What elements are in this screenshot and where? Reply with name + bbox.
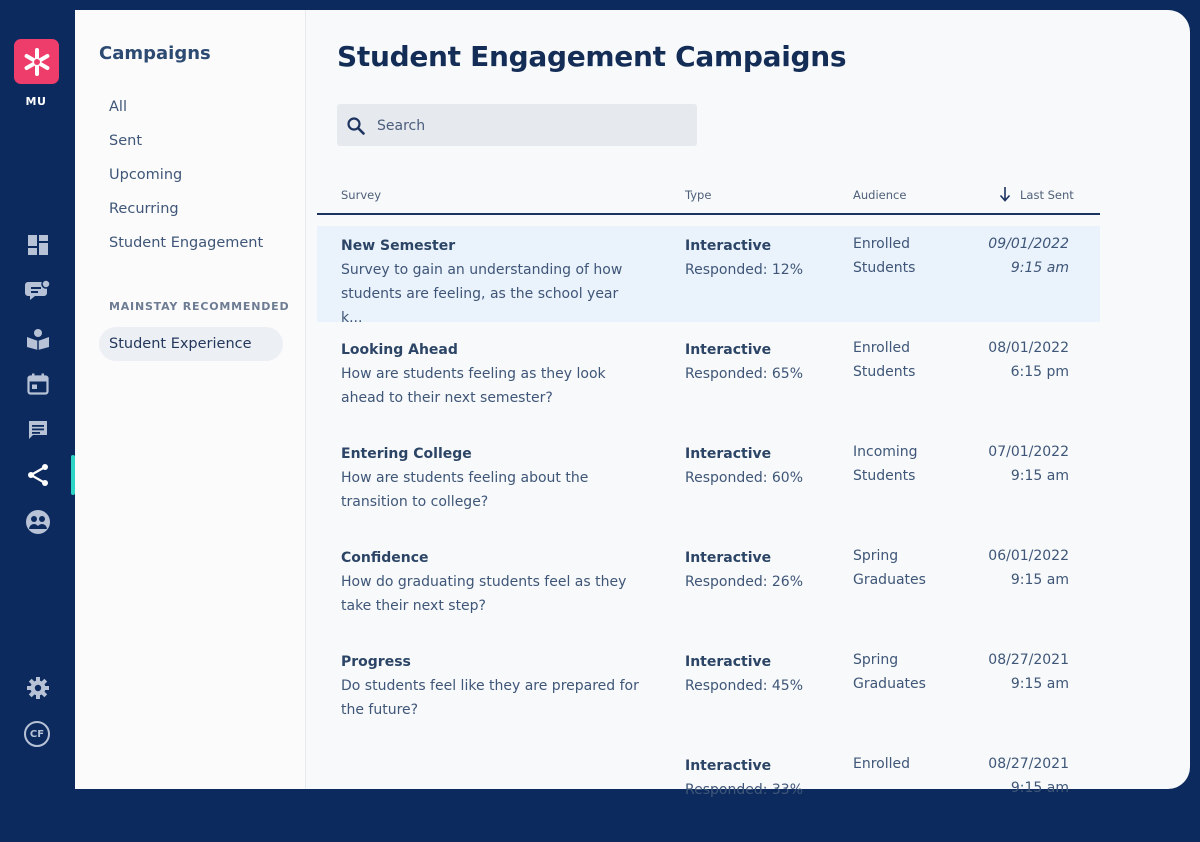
last-sent-time: 9:15 am: [1010, 260, 1069, 276]
audience-line-1: Enrolled: [853, 756, 911, 772]
audience-line-2: Students: [853, 260, 916, 276]
survey-type: Interactive: [685, 238, 772, 254]
table-row[interactable]: [317, 226, 1100, 326]
last-sent-cell: [949, 232, 1069, 280]
last-sent-time: 9:15 am: [1010, 572, 1069, 588]
column-header-audience[interactable]: Audience: [853, 188, 907, 202]
last-sent-cell: [949, 544, 1069, 592]
audience-cell: [853, 648, 953, 696]
campaigns-sidebar: [75, 10, 306, 789]
audience-cell: [853, 232, 953, 280]
table-row[interactable]: [317, 434, 1100, 530]
search-input[interactable]: [375, 104, 679, 148]
response-rate: Responded: 45%: [685, 678, 804, 694]
last-sent-time: 9:15 am: [1010, 676, 1069, 692]
last-sent-time: 9:15 am: [1010, 468, 1069, 484]
column-header-survey[interactable]: Survey: [341, 188, 382, 202]
search-box[interactable]: [337, 104, 697, 146]
last-sent-cell: [949, 752, 1069, 800]
survey-type: Interactive: [685, 654, 772, 670]
response-rate: Responded: 26%: [685, 574, 804, 590]
sidebar-title: Campaigns: [99, 43, 211, 64]
main-card: [75, 10, 1190, 798]
user-avatar[interactable]: CF: [24, 721, 50, 747]
survey-description: Do students feel like they are prepared for the future?: [341, 678, 639, 718]
survey-cell: [341, 546, 641, 618]
sidebar-item-all[interactable]: All: [109, 99, 127, 115]
audience-line-1: Incoming: [853, 444, 918, 460]
type-cell: [685, 234, 835, 282]
column-header-last-sent[interactable]: Last Sent: [1020, 188, 1074, 202]
response-rate: Responded: 33%: [685, 782, 804, 798]
table-row[interactable]: [317, 746, 1100, 842]
asterisk-icon: [22, 47, 52, 77]
survey-description: How do graduating students feel as they take their next step?: [341, 574, 627, 614]
audience-line-1: Enrolled: [853, 340, 911, 356]
sidebar-section-heading: MAINSTAY RECOMMENDED: [109, 300, 290, 313]
survey-type: Interactive: [685, 342, 772, 358]
last-sent-date: 08/27/2021: [988, 756, 1069, 772]
audience-line-1: Spring: [853, 652, 899, 668]
sidebar-item-recurring[interactable]: Recurring: [109, 201, 179, 217]
sidebar-item-upcoming[interactable]: Upcoming: [109, 167, 183, 183]
last-sent-cell: [949, 648, 1069, 696]
dashboard-icon[interactable]: [24, 231, 52, 259]
last-sent-date: 08/27/2021: [988, 652, 1069, 668]
type-cell: [685, 650, 835, 698]
last-sent-date: 07/01/2022: [988, 444, 1069, 460]
survey-cell: [341, 442, 641, 514]
knowledge-book-icon[interactable]: [24, 325, 52, 353]
audience-line-2: Students: [853, 468, 916, 484]
mainstay-logo[interactable]: [14, 39, 59, 84]
response-rate: Responded: 60%: [685, 470, 804, 486]
survey-cell: [341, 234, 641, 330]
calendar-icon[interactable]: [24, 370, 52, 398]
campaigns-content: [306, 10, 1190, 798]
survey-cell: [341, 650, 641, 722]
settings-icon[interactable]: [24, 674, 52, 702]
audience-cell: [853, 336, 953, 384]
type-cell: [685, 754, 835, 802]
audience-cell: [853, 544, 953, 592]
response-rate: Responded: 12%: [685, 262, 804, 278]
message-icon[interactable]: [24, 416, 52, 444]
type-cell: [685, 338, 835, 386]
page-title: Student Engagement Campaigns: [337, 40, 847, 73]
search-icon: [346, 116, 366, 136]
survey-type: Interactive: [685, 550, 772, 566]
survey-description: How are students feeling as they look ahead to their next semester?: [341, 366, 606, 406]
last-sent-time: 6:15 pm: [1010, 364, 1069, 380]
people-icon[interactable]: [24, 508, 52, 536]
last-sent-date: 06/01/2022: [988, 548, 1069, 564]
audience-line-1: Enrolled: [853, 236, 911, 252]
table-row[interactable]: [317, 330, 1100, 426]
sidebar-item-student-experience[interactable]: [99, 327, 283, 361]
sidebar-item-student-engagement[interactable]: Student Engagement: [109, 235, 264, 251]
table-row[interactable]: [317, 642, 1100, 738]
nav-rail: [0, 0, 75, 799]
last-sent-cell: [949, 440, 1069, 488]
survey-title: Progress: [341, 654, 411, 670]
share-campaigns-icon[interactable]: [24, 461, 52, 489]
sidebar-item-label: Student Experience: [109, 336, 252, 352]
survey-description: Survey to gain an understanding of how students are feeling, as the school year k...: [341, 262, 623, 326]
audience-cell: [853, 440, 953, 488]
type-cell: [685, 546, 835, 594]
table-row[interactable]: [317, 538, 1100, 634]
sort-arrow-down-icon[interactable]: [999, 186, 1011, 205]
audience-line-2: Graduates: [853, 572, 926, 588]
audience-line-2: Graduates: [853, 676, 926, 692]
column-header-type[interactable]: Type: [685, 188, 712, 202]
table-header-divider: [317, 213, 1100, 215]
org-initials: MU: [25, 95, 47, 108]
survey-type: Interactive: [685, 446, 772, 462]
survey-description: How are students feeling about the transition to college?: [341, 470, 589, 510]
last-sent-date: 08/01/2022: [988, 340, 1069, 356]
response-rate: Responded: 65%: [685, 366, 804, 382]
survey-cell: [341, 338, 641, 410]
audience-cell: [853, 752, 953, 776]
last-sent-cell: [949, 336, 1069, 384]
last-sent-time: 9:15 am: [1010, 780, 1069, 796]
type-cell: [685, 442, 835, 490]
survey-title: New Semester: [341, 238, 456, 254]
last-sent-date: 09/01/2022: [988, 236, 1069, 252]
survey-title: Confidence: [341, 550, 429, 566]
survey-title: Looking Ahead: [341, 342, 458, 358]
audience-line-1: Spring: [853, 548, 899, 564]
audience-line-2: Students: [853, 364, 916, 380]
chat-bot-icon[interactable]: [24, 277, 52, 305]
survey-title: Entering College: [341, 446, 472, 462]
sidebar-item-sent[interactable]: Sent: [109, 133, 143, 149]
survey-type: Interactive: [685, 758, 772, 774]
